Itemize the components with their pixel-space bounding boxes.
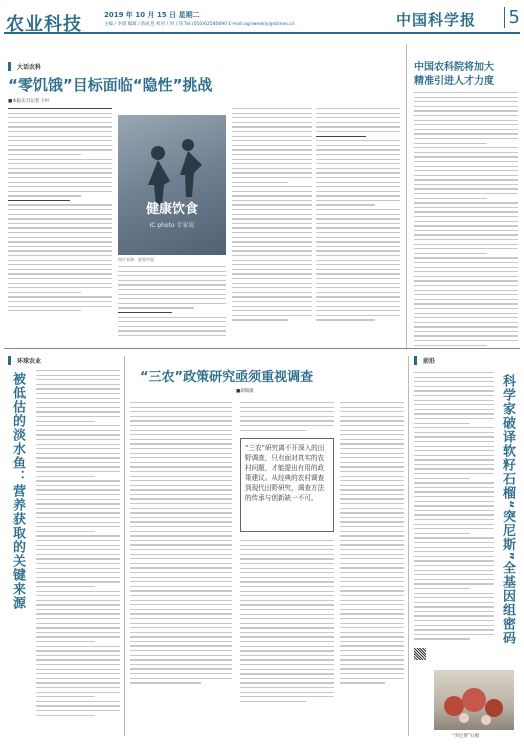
section-title: 农业科技: [6, 14, 82, 35]
center-col-2-top: [240, 402, 334, 434]
top-story-col-3: [232, 108, 312, 324]
section-tag-top: 大话农科: [8, 62, 41, 71]
healthy-diet-photo: [118, 115, 226, 255]
pomegranate-icon: [434, 670, 514, 730]
newspaper-name: 中国科学报: [396, 11, 477, 29]
center-col-2-bottom: [240, 540, 334, 705]
pull-quote-text: “三农”研究离不开深入的田野调查，只有面对真实的农村问题，才能提出有用的政策建议。从经典的农村调查到现代田野研究，调查方法的传承与创新缺一不可。: [245, 444, 325, 502]
center-col-3: [340, 402, 404, 687]
right-headline-line-2: 精准引进人才力度: [414, 76, 494, 87]
issue-date: 2019 年 10 月 15 日 星期二: [104, 11, 200, 19]
editor-contact: 主编 / 李晨 编辑 / 陈祉意 校对 / 何工伟 Tel:(010)62580690 E-mail:agriweekly@stimes.cn: [104, 22, 295, 27]
pomegranate-article-body: [414, 372, 494, 643]
photo-caption: 健康饮食: [145, 202, 198, 217]
pomegranate-caption: “突尼斯”石榴: [452, 734, 480, 739]
pomegranate-article-title: 科学家破译软籽石榴“突尼斯”全基因组密码: [500, 374, 515, 646]
fish-article-title: 被低估的淡水鱼：营养获取的关键来源: [10, 372, 25, 610]
center-col-1: [130, 402, 232, 687]
pull-quote-box: [240, 438, 334, 532]
center-headline: “三农”政策研究亟须重视调查: [140, 370, 314, 385]
column-divider-left: [124, 356, 125, 736]
column-divider-right-bottom: [408, 356, 409, 736]
section-tag-right: 前沿: [414, 356, 435, 365]
photo-subcaption: IC photo 专家说: [149, 222, 195, 229]
top-story-col-4: [316, 108, 400, 324]
top-story-col-1: [8, 108, 112, 315]
photo-credit: 图片来源：视觉中国: [118, 257, 154, 262]
fish-article-body: [36, 370, 120, 719]
section-tag-left: 环球农业: [8, 356, 41, 365]
top-story-byline: ■本报实习记者 卜叶: [8, 99, 50, 104]
top-story-col-2: [118, 266, 226, 340]
children-silhouette-icon: [118, 115, 226, 255]
center-byline: ■胡瑞康: [236, 389, 254, 394]
right-top-body: [414, 92, 518, 349]
pomegranate-photo: [434, 670, 514, 730]
page-number: 5: [504, 7, 520, 28]
section-divider: [4, 348, 520, 349]
column-divider-right: [406, 44, 407, 350]
qr-code-icon: [414, 648, 426, 660]
top-story-headline: “零饥饿”目标面临“隐性”挑战: [8, 76, 213, 94]
masthead: [4, 6, 520, 34]
right-headline-line-1: 中国农科院将加大: [414, 62, 494, 73]
